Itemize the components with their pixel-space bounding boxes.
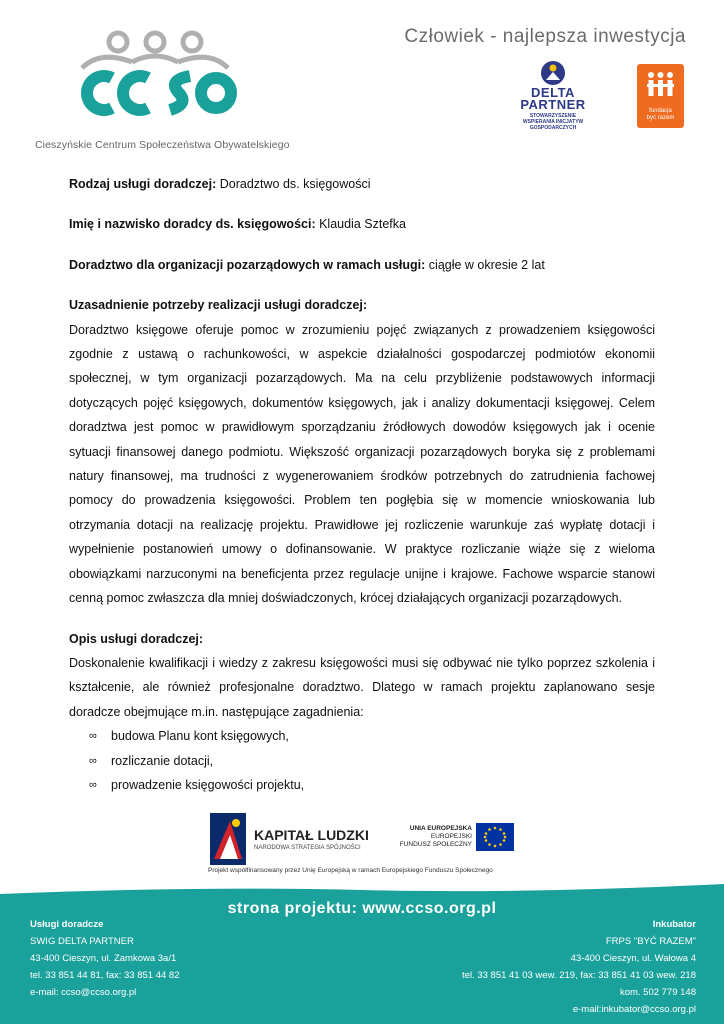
delta-emblem-icon [540, 60, 566, 86]
delta-subtitle: STOWARZYSZENIE WSPIERANIA INICJATYW GOSPODARCZYCH [522, 113, 584, 131]
infinity-bullet-icon: ∞ [89, 754, 97, 767]
section-description-heading: Opis usługi doradczej: [69, 631, 204, 646]
kapital-ludzki-subtitle: NARODOWA STRATEGIA SPÓJNOŚCI [254, 845, 361, 851]
project-website: strona projektu: www.ccso.org.pl [227, 900, 497, 917]
delta-partner-logo [518, 60, 588, 140]
eu-funding-note: Projekt współfinansowany przez Unię Europejską w ramach Europejskiego Funduszu Społecznego [208, 867, 493, 874]
list-item: ∞ prowadzenie księgowości projektu, [69, 773, 655, 797]
people-icon [645, 70, 676, 104]
ccso-logo [70, 28, 240, 128]
list-item: ∞ budowa Planu kont księgowych, [69, 724, 655, 748]
infinity-bullet-icon: ∞ [89, 730, 97, 743]
section-justification-heading: Uzasadnienie potrzeby realizacji usługi doradczej: [69, 298, 367, 313]
byc-razem-logo [637, 64, 684, 128]
eu-logos [210, 813, 520, 868]
footer-left-contact: Usługi doradcze SWIG DELTA PARTNER 43-400 Cieszyn, ul. Zamkowa 3a/1 tel. 33 851 44 81, fax: 33 851 44 82 e-mail: ccso@ccso.org.pl [30, 919, 180, 998]
section-justification-body: Doradztwo księgowe oferuje pomoc w zrozumieniu pojęć związanych z prowadzeniem księgowości zgodnie z ustawą o rachunkowości, w aspekcie działalności gospodarczej podmiotów ekonomii społecznej, w tym organizacji pozarządowych. Ma na celu przybliżenie podstawowych informacji dotyczących pojęć księgowych, dokumentów księgowych, jak i analizy dokumentacji księgowej. Celem doradztwa jest pomoc w prawidłowym sporządzaniu źródłowych dowodów księgowych jak i ocenie sytuacji finansowej danego podmiotu. Większość organizacji pozarządowych boryka się z problemami natury finansowej, ma trudności z wygenerowaniem środków potrzebnych do zatrudnienia fachowej pomocy do prowadzenia księgowości. Problem ten pogłębia się w momencie wnioskowania lub otrzymania dotacji na realizację projektu. Prawidłowe jej rozliczenie warunkuje zaś wypłatę dotacji i wypełnienie postanowień umowy o dofinansowanie. W praktyce rozliczanie wiąże się z wieloma obowiązkami narzuconymi na beneficjenta przez regulacje unijne i krajowe. Fachowe wsparcie stanowi cenną pomoc zwłaszcza dla mniej doświadczonych, krócej działających organizacji pozarządowych. [69, 322, 655, 606]
list-item: ∞ rozliczanie dotacji, [69, 749, 655, 773]
eu-text: UNIA EUROPEJSKA EUROPEJSKI FUNDUSZ SPOŁECZNY [399, 825, 472, 848]
razem-line2: być razem [646, 115, 675, 121]
footer-wave [0, 880, 724, 894]
kapital-ludzki-title: KAPITAŁ LUDZKI [254, 827, 369, 843]
delta-name: DELTA PARTNER [520, 85, 586, 112]
footer-right-contact: Inkubator FRPS "BYĆ RAZEM" 43-400 Cieszyn, ul. Wałowa 4 tel. 33 851 41 03 wew. 219, fax: 33 851 41 03 wew. 218 kom. 502 779 148 e-mail:inkubator@ccso.org.pl [462, 919, 696, 1015]
kapital-ludzki-emblem-icon [210, 813, 246, 865]
razem-line1: fundacja [649, 108, 672, 114]
topics-list [69, 724, 655, 797]
footer [0, 880, 724, 1024]
infinity-bullet-icon: ∞ [89, 778, 97, 791]
letterhead [0, 0, 724, 160]
field-service-period: Doradztwo dla organizacji pozarządowych w ramach usługi: ciągłe w okresie 2 lat [69, 257, 545, 272]
slogan: Człowiek - najlepsza inwestycja [404, 26, 686, 47]
eu-flag-icon [476, 823, 514, 851]
field-service-type: Rodzaj usługi doradczej: Doradztwo ds. księgowości [69, 177, 371, 191]
document-body [69, 172, 655, 797]
field-advisor-name: Imię i nazwisko doradcy ds. księgowości: Klaudia Sztefka [69, 217, 406, 232]
section-description-body: Doskonalenie kwalifikacji i wiedzy z zakresu księgowości musi się odbywać nie tylko poprzez szkolenia i kształcenie, ale również profesjonalne doradztwo. Dlatego w ramach projektu zaplanowano sesje doradcze obejmujące m.in. następujące zagadnienia: [69, 655, 655, 719]
org-name: Cieszyńskie Centrum Społeczeństwa Obywatelskiego [35, 139, 290, 151]
